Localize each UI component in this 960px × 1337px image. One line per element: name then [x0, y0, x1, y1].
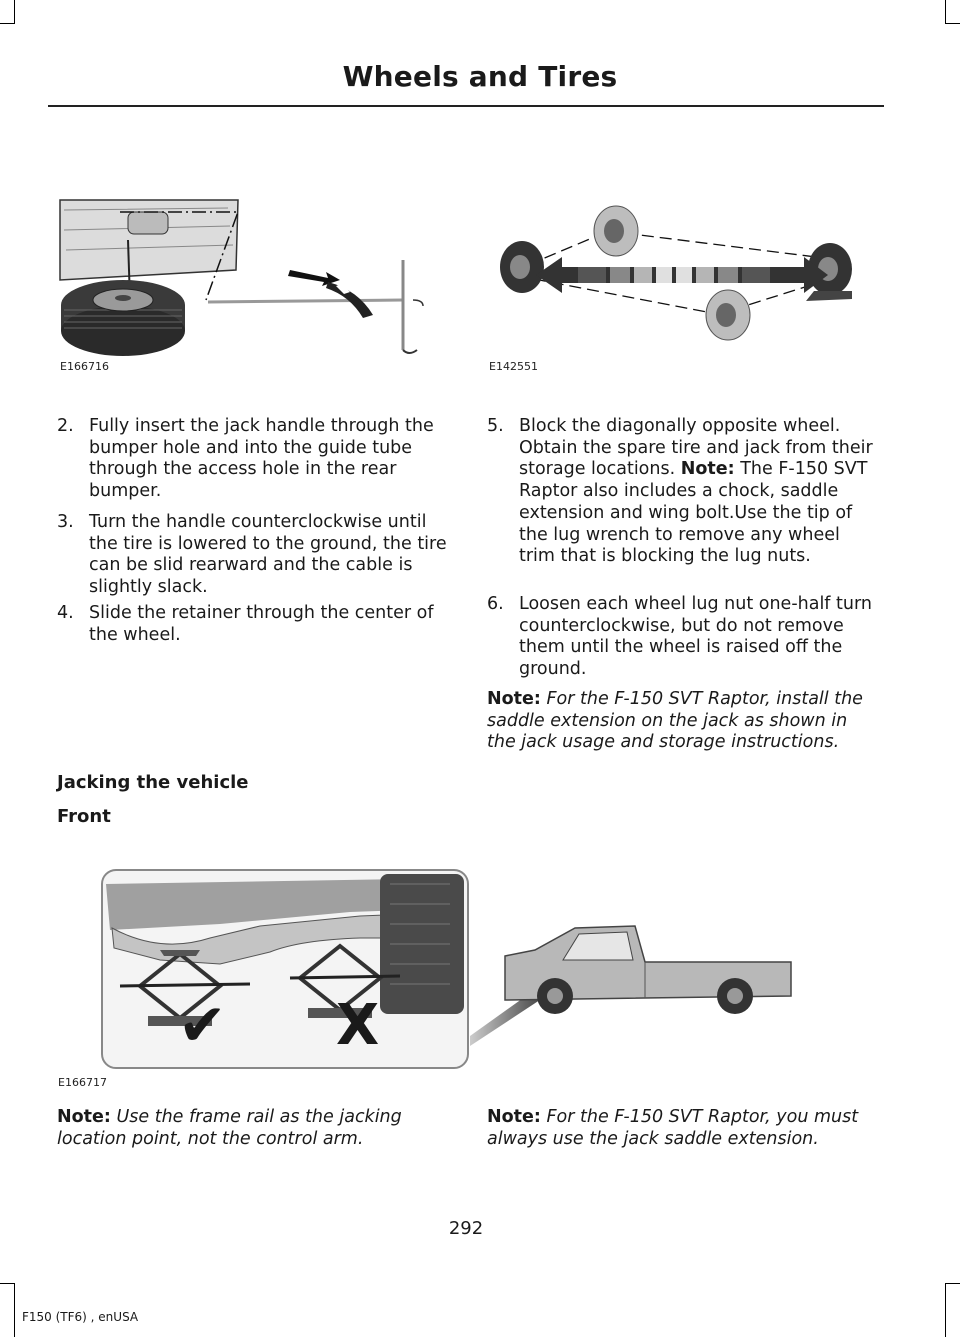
document-id: F150 (TF6) , enUSA: [22, 1310, 139, 1324]
note-raptor-saddle: [487, 689, 881, 754]
crop-mark-top-left-v: [14, 0, 15, 24]
note-label: Note:: [680, 459, 735, 480]
step-text: Turn the handle counterclockwise until the tire is lowered to the ground, the tire can be slid rearward and the cable is slightly slack.: [89, 512, 447, 598]
step-5: [487, 416, 881, 568]
note-frame-rail: [57, 1107, 451, 1150]
step-number: 6.: [487, 594, 504, 614]
step-text: [519, 416, 881, 568]
heading-jacking-vehicle: Jacking the vehicle: [57, 772, 249, 793]
crop-mark-bottom-left-h: [0, 1283, 15, 1284]
step-text: Fully insert the jack handle through the bumper hole and into the guide tube through the access hole in the rear bumper.: [89, 416, 434, 502]
step-text-part: Block the diagonally opposite wheel. Obtain the spare tire and jack from their storage locations.: [519, 416, 873, 480]
correct-check-mark: ✔: [178, 991, 227, 1059]
figure-spare-tire-handle: [58, 190, 438, 370]
crop-mark-top-right-v: [945, 0, 946, 24]
note-label: Note:: [57, 1107, 111, 1127]
step-number: 5.: [487, 416, 504, 436]
step-text: Loosen each wheel lug nut one-half turn counterclockwise, but do not remove them until the wheel is raised off the ground.: [519, 594, 872, 680]
step-number: 3.: [57, 512, 74, 532]
figure-jack-points: [100, 868, 800, 1073]
step-3: [57, 512, 451, 599]
page-number: 292: [448, 1218, 484, 1239]
crop-mark-bottom-left-v: [14, 1283, 15, 1337]
note-label: Note:: [487, 689, 541, 709]
crop-mark-bottom-right-h: [945, 1283, 960, 1284]
figure-code-3: E166717: [58, 1076, 107, 1089]
step-number: 4.: [57, 603, 74, 623]
step-text: Slide the retainer through the center of the wheel.: [89, 603, 434, 645]
crop-mark-top-right-h: [945, 23, 960, 24]
incorrect-x-mark: X: [336, 993, 380, 1058]
figure-diagonal-wheels: [494, 195, 864, 370]
step-text-part: The F-150 SVT Raptor also includes a chock, saddle extension and wing bolt.Use the tip of the lug wrench to remove any wheel trim that is blocking the lug nuts.: [519, 459, 868, 567]
step-2: [57, 416, 451, 503]
note-text: Use the frame rail as the jacking location point, not the control arm.: [57, 1107, 402, 1149]
crop-mark-top-left-h: [0, 23, 15, 24]
note-label: Note:: [487, 1107, 541, 1127]
crop-mark-bottom-right-v: [945, 1283, 946, 1337]
heading-front: Front: [57, 806, 111, 827]
note-text: For the F-150 SVT Raptor, you must always use the jack saddle extension.: [487, 1107, 859, 1149]
step-number: 2.: [57, 416, 74, 436]
figure-code-1: E166716: [60, 360, 109, 373]
page-title: Wheels and Tires: [342, 60, 618, 93]
step-4: [57, 603, 451, 646]
header-rule: [48, 105, 884, 107]
step-6: [487, 594, 881, 681]
note-text: For the F-150 SVT Raptor, install the saddle extension on the jack as shown in the jack usage and storage instructions.: [487, 689, 863, 753]
figure-code-2: E142551: [489, 360, 538, 373]
note-saddle-always: [487, 1107, 881, 1150]
